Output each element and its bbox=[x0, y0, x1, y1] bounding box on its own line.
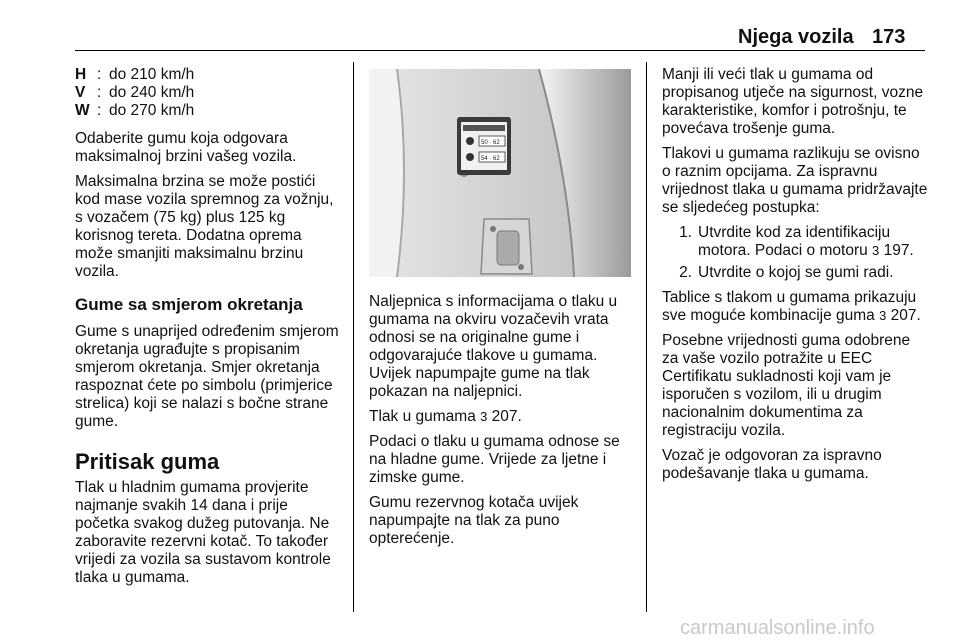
page-header bbox=[0, 0, 960, 52]
page-ref-arrow-icon: 3 bbox=[879, 308, 887, 323]
door-frame-label-image bbox=[369, 69, 631, 277]
left-column bbox=[75, 66, 341, 594]
speed-table bbox=[75, 66, 341, 120]
label-value: 50 · 62 bbox=[481, 140, 500, 146]
column-divider-right bbox=[646, 62, 647, 612]
column-divider-left bbox=[353, 62, 354, 612]
page-ref-arrow-icon: 3 bbox=[480, 409, 488, 424]
section-title: Njega vozila bbox=[738, 26, 854, 48]
speed-row: H : do 210 km/h bbox=[75, 66, 195, 83]
list-item: 2. Utvrdite o kojoj se gumi radi. bbox=[679, 264, 894, 281]
header-rule bbox=[75, 50, 925, 51]
paragraph: Tlak u hladnim gumama provjerite najmanje svakih 14 dana i prije početka svakog dužeg putovanja. Ne zaboravite rezervni kotač. To također vrijedi za vozila sa sustavom kontrole tlaka u gumama. bbox=[75, 479, 331, 586]
paragraph: Naljepnica s informacijama o tlaku u gumama na okviru vozačevih vrata odnosi se na originalne gume i odgovarajuće tlakove u gumama. Uvijek napumpajte gume na tlak pokazan na naljepnici. bbox=[369, 293, 618, 400]
page-number: 173 bbox=[872, 26, 906, 48]
paragraph: Odaberite gumu koja odgovara maksimalnoj brzini vašeg vozila. bbox=[75, 130, 297, 165]
paragraph: Gume s unaprijed određenim smjerom okretanja ugrađujte s propisanim smjerom okretanja. Smjer okretanja raspoznat ćete po simbolu (primjerice strelica) koji se nalazi s bočne strane gume. bbox=[75, 323, 339, 430]
speed-row: W : do 270 km/h bbox=[75, 102, 195, 119]
paragraph: Tlak u gumama 3 207. bbox=[369, 408, 522, 425]
paragraph: Manji ili veći tlak u gumama od propisanog utječe na sigurnost, vozne karakteristike, komfor i potrošnju, te povećava trošenje guma. bbox=[662, 66, 924, 137]
paragraph: Tlakovi u gumama razlikuju se ovisno o raznim opcijama. Za ispravnu vrijednost tlaka u gumama pridržavajte se sljedećeg postupka: bbox=[662, 145, 928, 216]
paragraph: Maksimalna brzina se može postići kod mase vozila spremnog za vožnju, s vozačem (75 kg) plus 125 kg korisnog tereta. Dodatna oprema može smanjiti maksimalnu brzinu vozila. bbox=[75, 173, 334, 280]
heading-directional-tyres: Gume sa smjerom okretanja bbox=[75, 295, 303, 314]
paragraph: Posebne vrijednosti guma odobrene za vaše vozilo potražite u EEC Certifikatu sukladnosti koji vam je isporučen s vozilom, ili u drugim nacionalnim dokumentima za registraciju vozila. bbox=[662, 332, 911, 439]
list-item: 1. Utvrdite kod za identifikaciju motora. Podaci o motoru 3 197. bbox=[679, 224, 914, 259]
procedure-list bbox=[662, 224, 930, 282]
paragraph: Gumu rezervnog kotača uvijek napumpajte na tlak za puno opterećenje. bbox=[369, 494, 579, 547]
middle-column bbox=[369, 293, 637, 555]
speed-row: V : do 240 km/h bbox=[75, 84, 195, 101]
watermark: carmanualsonline.info bbox=[680, 617, 875, 639]
paragraph: Tablice s tlakom u gumama prikazuju sve moguće kombinacije guma 3 207. bbox=[662, 289, 921, 324]
heading-tyre-pressure: Pritisak guma bbox=[75, 449, 220, 474]
page-ref-arrow-icon: 3 bbox=[872, 243, 880, 258]
paragraph: Podaci o tlaku u gumama odnose se na hladne gume. Vrijede za ljetne i zimske gume. bbox=[369, 433, 620, 486]
paragraph: Vozač je odgovoran za ispravno podešavanje tlaka u gumama. bbox=[662, 447, 882, 482]
right-column bbox=[662, 66, 930, 490]
label-value: 54 · 62 bbox=[481, 156, 500, 162]
